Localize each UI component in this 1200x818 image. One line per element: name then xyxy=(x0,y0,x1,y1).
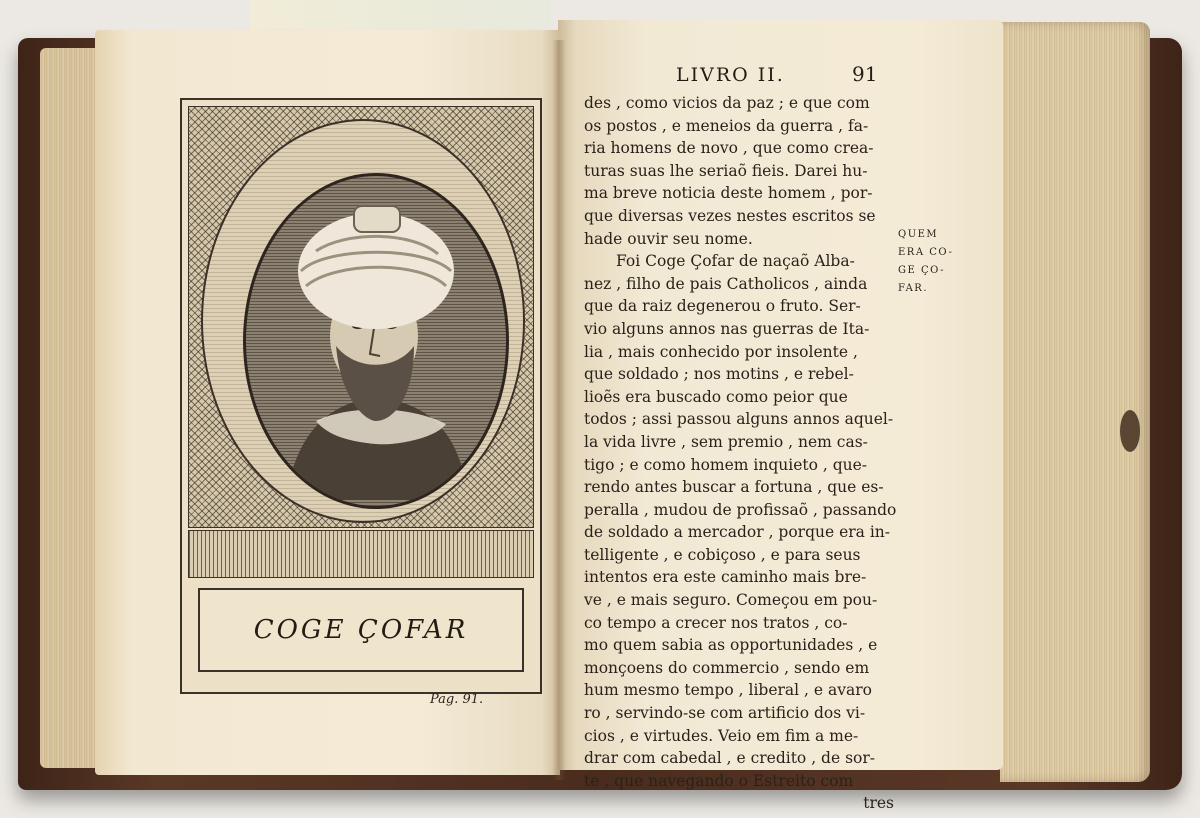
text-line: mo quem sabia as opportunidades , e xyxy=(584,636,878,655)
text-line: intentos era este caminho mais bre- xyxy=(584,568,867,587)
margin-note-line: ERA CO- xyxy=(898,247,954,258)
text-line: ma breve noticia deste homem , por- xyxy=(584,184,873,203)
text-line: Foi Coge Çofar de naçaõ Alba- xyxy=(616,252,855,271)
plate-page-reference: Pag. 91. xyxy=(430,692,484,707)
body-text xyxy=(584,92,897,815)
text-line: hade ouvir seu nome. xyxy=(584,229,753,248)
text-line: lioẽs era buscado como peior que xyxy=(584,387,848,406)
text-line: ria homens de novo , que como crea- xyxy=(584,139,874,158)
text-line: vio alguns annos nas guerras de Ita- xyxy=(584,319,870,338)
text-line: os postos , e meneios da guerra , fa- xyxy=(584,116,869,135)
text-line: todos ; assi passou alguns annos aquel- xyxy=(584,410,894,429)
text-line: que diversas vezes nestes escritos se xyxy=(584,206,876,225)
running-head: LIVRO II. xyxy=(676,64,785,86)
text-line: ve , e mais seguro. Começou em pou- xyxy=(584,591,878,610)
plate-hatched-band xyxy=(188,530,534,578)
text-line: turas suas lhe seriaõ fieis. Darei hu- xyxy=(584,161,868,180)
cover-stain xyxy=(1120,410,1140,452)
text-line: nez , filho de pais Catholicos , ainda xyxy=(584,274,868,293)
text-line: co tempo a crecer nos tratos , co- xyxy=(584,613,848,632)
text-line: de soldado a mercador , porque era in- xyxy=(584,523,891,542)
text-line: que da raiz degenerou o fruto. Ser- xyxy=(584,297,861,316)
portrait-oval xyxy=(243,173,509,509)
hatched-background xyxy=(188,106,534,528)
text-line: cios , e virtudes. Veio em fim a me- xyxy=(584,726,859,745)
margin-note-line: QUEM xyxy=(898,229,939,240)
text-line: te , que navegando o Estreito com xyxy=(584,771,854,790)
text-line: rendo antes buscar a fortuna , que es- xyxy=(584,478,884,497)
text-line: monçoens do commercio , sendo em xyxy=(584,658,870,677)
margin-note-line: FAR. xyxy=(898,283,928,294)
text-line: telligente , e cobiçoso , e para seus xyxy=(584,545,861,564)
book-gutter xyxy=(552,40,566,780)
text-line: des , como vicios da paz ; e que com xyxy=(584,94,870,112)
text-line: hum mesmo tempo , liberal , e avaro xyxy=(584,681,872,700)
right-page-edges xyxy=(1000,22,1150,782)
margin-note xyxy=(898,226,954,298)
margin-note-line: GE ÇO- xyxy=(898,265,946,276)
text-line: la vida livre , sem premio , nem cas- xyxy=(584,432,868,451)
text-line: tigo ; e como homem inquieto , que- xyxy=(584,455,868,474)
text-line: ro , servindo-se com artificio dos vi- xyxy=(584,704,866,723)
text-line: que soldado ; nos motins , e rebel- xyxy=(584,365,854,384)
left-page-edges xyxy=(40,48,100,768)
engraving-plate xyxy=(180,98,542,694)
catchword: tres xyxy=(863,794,894,813)
text-line: lia , mais conhecido por insolente , xyxy=(584,342,858,361)
text-line: drar com cabedal , e credito , de sor- xyxy=(584,749,876,768)
oval-frame xyxy=(201,119,525,523)
caption-box xyxy=(198,588,524,672)
text-line: peralla , mudou de profissaõ , passando xyxy=(584,500,897,519)
plate-caption: COGE ÇOFAR xyxy=(253,615,469,645)
portrait-figure xyxy=(246,176,500,500)
page-number: 91 xyxy=(852,62,878,86)
